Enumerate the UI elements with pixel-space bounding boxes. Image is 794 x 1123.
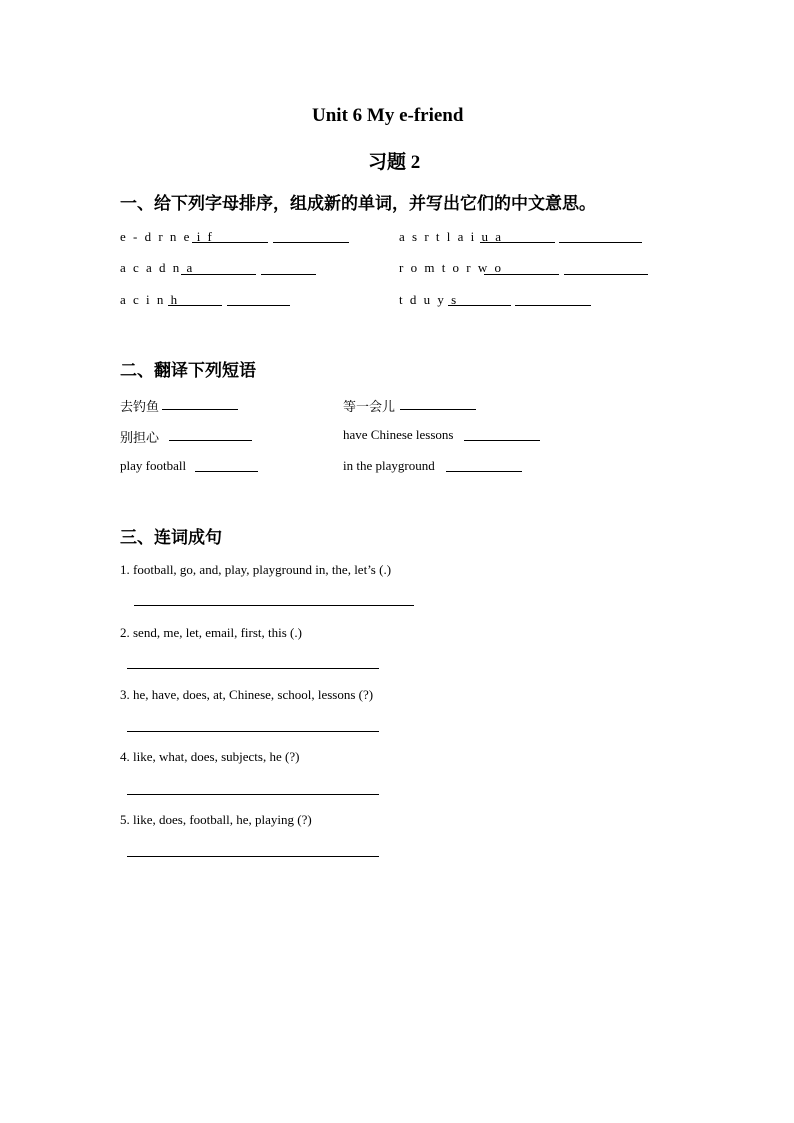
- answer-blank[interactable]: [227, 305, 290, 306]
- scramble-item: r o m t o r w o: [399, 260, 504, 275]
- phrase-item: 等一会儿: [343, 399, 396, 414]
- answer-blank[interactable]: [559, 242, 642, 243]
- scramble-item: a c i n h: [120, 292, 180, 307]
- answer-blank[interactable]: [192, 242, 268, 243]
- answer-blank[interactable]: [169, 440, 252, 441]
- answer-blank[interactable]: [564, 274, 648, 275]
- phrase-item: play football: [120, 458, 187, 473]
- sentence-item: 1. football, go, and, play, playground in, the, let’s (.): [120, 562, 392, 577]
- answer-blank[interactable]: [162, 409, 238, 410]
- answer-blank[interactable]: [181, 274, 256, 275]
- answer-blank[interactable]: [448, 305, 511, 306]
- phrase-item: 别担心: [120, 430, 160, 445]
- answer-blank[interactable]: [464, 440, 540, 441]
- answer-blank[interactable]: [261, 274, 316, 275]
- answer-blank[interactable]: [127, 856, 379, 857]
- document-title: Unit 6 My e-friend: [312, 105, 464, 126]
- scramble-item: t d u y s: [399, 292, 459, 307]
- phrase-item: 去钓鱼: [120, 399, 160, 414]
- answer-blank[interactable]: [134, 605, 414, 606]
- phrase-item: have Chinese lessons: [343, 427, 454, 442]
- answer-blank[interactable]: [400, 409, 476, 410]
- answer-blank[interactable]: [515, 305, 591, 306]
- scramble-item: e - d r n e i f: [120, 229, 214, 244]
- answer-blank[interactable]: [273, 242, 349, 243]
- section-2-heading: 二、翻译下列短语: [120, 361, 256, 380]
- sentence-item: 3. he, have, does, at, Chinese, school, lessons (?): [120, 687, 374, 702]
- section-3-heading: 三、连词成句: [120, 528, 222, 547]
- answer-blank[interactable]: [127, 731, 379, 732]
- answer-blank[interactable]: [484, 274, 559, 275]
- sentence-item: 5. like, does, football, he, playing (?): [120, 812, 312, 827]
- answer-blank[interactable]: [127, 794, 379, 795]
- sentence-item: 4. like, what, does, subjects, he (?): [120, 749, 300, 764]
- scramble-item: a s r t l a i u a: [399, 229, 504, 244]
- answer-blank[interactable]: [195, 471, 258, 472]
- scramble-item: a c a d n a: [120, 260, 195, 275]
- section-1-heading: 一、给下列字母排序，组成新的单词，并写出它们的中文意思。: [120, 194, 596, 213]
- answer-blank[interactable]: [480, 242, 555, 243]
- answer-blank[interactable]: [168, 305, 222, 306]
- document-subtitle: 习题 2: [368, 152, 421, 173]
- answer-blank[interactable]: [446, 471, 522, 472]
- phrase-item: in the playground: [343, 458, 435, 473]
- answer-blank[interactable]: [127, 668, 379, 669]
- sentence-item: 2. send, me, let, email, first, this (.): [120, 625, 302, 640]
